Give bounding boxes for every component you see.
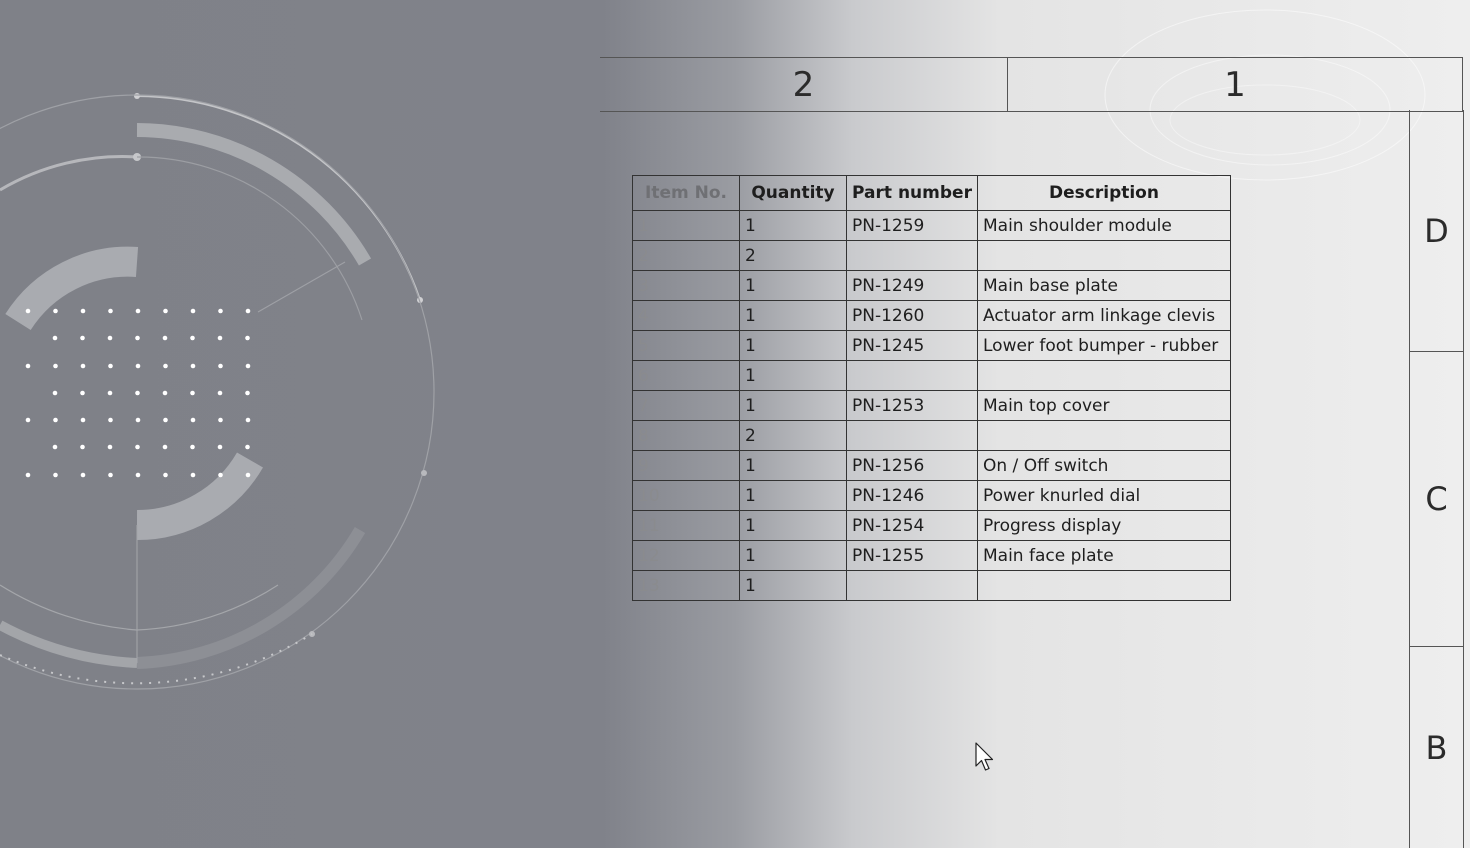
cell-description[interactable]: Main face plate: [978, 541, 1231, 571]
decorative-dot: [246, 418, 251, 423]
decorative-dot: [163, 336, 168, 341]
cell-description[interactable]: [978, 361, 1231, 391]
decorative-dot: [190, 336, 195, 341]
cell-quantity[interactable]: 1: [740, 361, 847, 391]
decorative-dot: [191, 418, 196, 423]
decorative-dot: [108, 445, 113, 450]
cell-quantity[interactable]: 1: [740, 571, 847, 601]
cell-quantity[interactable]: 1: [740, 511, 847, 541]
decorative-dot: [218, 473, 223, 478]
zone-row-label: B: [1425, 728, 1448, 767]
decorative-dot: [53, 336, 58, 341]
zone-column-label: 2: [600, 58, 1008, 111]
cell-description[interactable]: Power knurled dial: [978, 481, 1231, 511]
decorative-dot: [218, 309, 223, 314]
cell-part-number[interactable]: [847, 571, 978, 601]
cell-quantity[interactable]: 1: [740, 211, 847, 241]
cell-description[interactable]: Main shoulder module: [978, 211, 1231, 241]
decorative-dot: [53, 364, 58, 369]
decorative-dot: [218, 336, 223, 341]
decorative-dot: [190, 445, 195, 450]
cell-item-no[interactable]: 2: [633, 241, 740, 271]
decorative-dot: [218, 445, 223, 450]
table-row[interactable]: [633, 481, 1231, 511]
table-row[interactable]: [633, 361, 1231, 391]
decorative-dot: [26, 418, 31, 423]
decorative-dot: [136, 418, 141, 423]
decorative-dot: [190, 391, 195, 396]
table-row[interactable]: [633, 541, 1231, 571]
cell-description[interactable]: [978, 241, 1231, 271]
decorative-dot: [80, 445, 85, 450]
table-row[interactable]: [633, 301, 1231, 331]
zone-column-label: 1: [1224, 64, 1246, 105]
decorative-dot: [108, 364, 113, 369]
decorative-dot: [246, 364, 251, 369]
mouse-pointer-icon: [975, 742, 995, 772]
cell-quantity[interactable]: 2: [740, 241, 847, 271]
decorative-dot: [163, 445, 168, 450]
drawing-frame-top-border: [600, 57, 1463, 112]
zone-row-label: D: [1410, 110, 1463, 352]
cell-description[interactable]: Actuator arm linkage clevis: [978, 301, 1231, 331]
decorative-dot: [246, 309, 251, 314]
table-row[interactable]: [633, 391, 1231, 421]
cell-description[interactable]: [978, 571, 1231, 601]
cell-part-number[interactable]: PN-1260: [847, 301, 978, 331]
decorative-dot: [108, 391, 113, 396]
cell-part-number[interactable]: PN-1256: [847, 451, 978, 481]
decorative-dot: [163, 418, 168, 423]
decorative-dot: [53, 445, 58, 450]
decorative-dot: [218, 364, 223, 369]
cell-part-number[interactable]: [847, 361, 978, 391]
decorative-dot: [218, 391, 223, 396]
cell-part-number[interactable]: PN-1254: [847, 511, 978, 541]
cell-quantity[interactable]: 1: [740, 331, 847, 361]
table-header-row: [633, 176, 1231, 211]
cell-part-number[interactable]: PN-1255: [847, 541, 978, 571]
decorative-dot: [53, 391, 58, 396]
cell-description[interactable]: Progress display: [978, 511, 1231, 541]
cell-part-number[interactable]: PN-1249: [847, 271, 978, 301]
table-row[interactable]: [633, 511, 1231, 541]
cell-part-number[interactable]: PN-1253: [847, 391, 978, 421]
decorative-dot: [191, 309, 196, 314]
cell-description[interactable]: Main top cover: [978, 391, 1231, 421]
decorative-dot: [136, 309, 141, 314]
cell-item-no[interactable]: 12: [633, 541, 740, 571]
cell-item-no[interactable]: 7: [633, 391, 740, 421]
decorative-dot: [80, 336, 85, 341]
cell-item-no[interactable]: 3: [633, 271, 740, 301]
table-row[interactable]: [633, 451, 1231, 481]
table-row[interactable]: [633, 331, 1231, 361]
decorative-dot: [163, 391, 168, 396]
decorative-dot: [245, 445, 250, 450]
decorative-dot: [135, 445, 140, 450]
cell-quantity[interactable]: 1: [740, 451, 847, 481]
decorative-dot: [135, 336, 140, 341]
cell-item-no[interactable]: 4: [633, 301, 740, 331]
decorative-dot: [26, 473, 31, 478]
decorative-dot: [135, 391, 140, 396]
decorative-dot: [26, 309, 31, 314]
cell-quantity[interactable]: 1: [740, 301, 847, 331]
cell-description[interactable]: On / Off switch: [978, 451, 1231, 481]
decorative-dot: [191, 473, 196, 478]
table-row[interactable]: [633, 271, 1231, 301]
decorative-dot: [53, 418, 58, 423]
decorative-dot: [245, 336, 250, 341]
table-row[interactable]: [633, 241, 1231, 271]
cell-quantity[interactable]: 1: [740, 541, 847, 571]
decorative-dot: [80, 391, 85, 396]
cell-description[interactable]: [978, 421, 1231, 451]
decorative-dot: [136, 473, 141, 478]
zone-row-label: C: [1410, 352, 1463, 647]
decorative-dot: [81, 364, 86, 369]
cell-item-no[interactable]: 6: [633, 361, 740, 391]
decorative-dot: [26, 364, 31, 369]
cell-quantity[interactable]: 1: [740, 481, 847, 511]
header-description: Description: [978, 176, 1231, 211]
cell-item-no[interactable]: 8: [633, 421, 740, 451]
decorative-dot: [53, 473, 58, 478]
cell-description[interactable]: Main base plate: [978, 271, 1231, 301]
cell-item-no[interactable]: 9: [633, 451, 740, 481]
table-row[interactable]: [633, 571, 1231, 601]
cell-item-no[interactable]: 1: [633, 211, 740, 241]
decorative-dot: [81, 309, 86, 314]
decorative-dot: [163, 364, 168, 369]
cell-part-number[interactable]: [847, 241, 978, 271]
drawing-frame-right-border: [1409, 110, 1464, 848]
cell-part-number[interactable]: PN-1245: [847, 331, 978, 361]
decorative-dot: [218, 418, 223, 423]
decorative-dot: [163, 309, 168, 314]
decorative-dot: [136, 364, 141, 369]
header-quantity: Quantity: [740, 176, 847, 211]
bill-of-materials-table[interactable]: [632, 175, 1231, 601]
cell-item-no[interactable]: 13: [633, 571, 740, 601]
decorative-dot: [191, 364, 196, 369]
header-item-no: Item No.: [633, 176, 740, 211]
cell-description[interactable]: Lower foot bumper - rubber: [978, 331, 1231, 361]
decorative-dot: [81, 473, 86, 478]
table-row[interactable]: [633, 421, 1231, 451]
decorative-dot: [108, 418, 113, 423]
cell-quantity[interactable]: 1: [740, 271, 847, 301]
table-row[interactable]: [633, 211, 1231, 241]
decorative-dot: [108, 309, 113, 314]
decorative-dot: [108, 336, 113, 341]
decorative-dot: [53, 309, 58, 314]
decorative-dot: [81, 418, 86, 423]
cell-item-no[interactable]: 5: [633, 331, 740, 361]
cell-item-no[interactable]: 10: [633, 481, 740, 511]
decorative-dot: [246, 473, 251, 478]
decorative-dot: [245, 391, 250, 396]
cell-part-number[interactable]: [847, 421, 978, 451]
cell-item-no[interactable]: 11: [633, 511, 740, 541]
cell-part-number[interactable]: PN-1259: [847, 211, 978, 241]
header-part-number: Part number: [847, 176, 978, 211]
cell-part-number[interactable]: PN-1246: [847, 481, 978, 511]
decorative-dot: [108, 473, 113, 478]
decorative-dot: [163, 473, 168, 478]
cell-quantity[interactable]: 2: [740, 421, 847, 451]
cell-quantity[interactable]: 1: [740, 391, 847, 421]
